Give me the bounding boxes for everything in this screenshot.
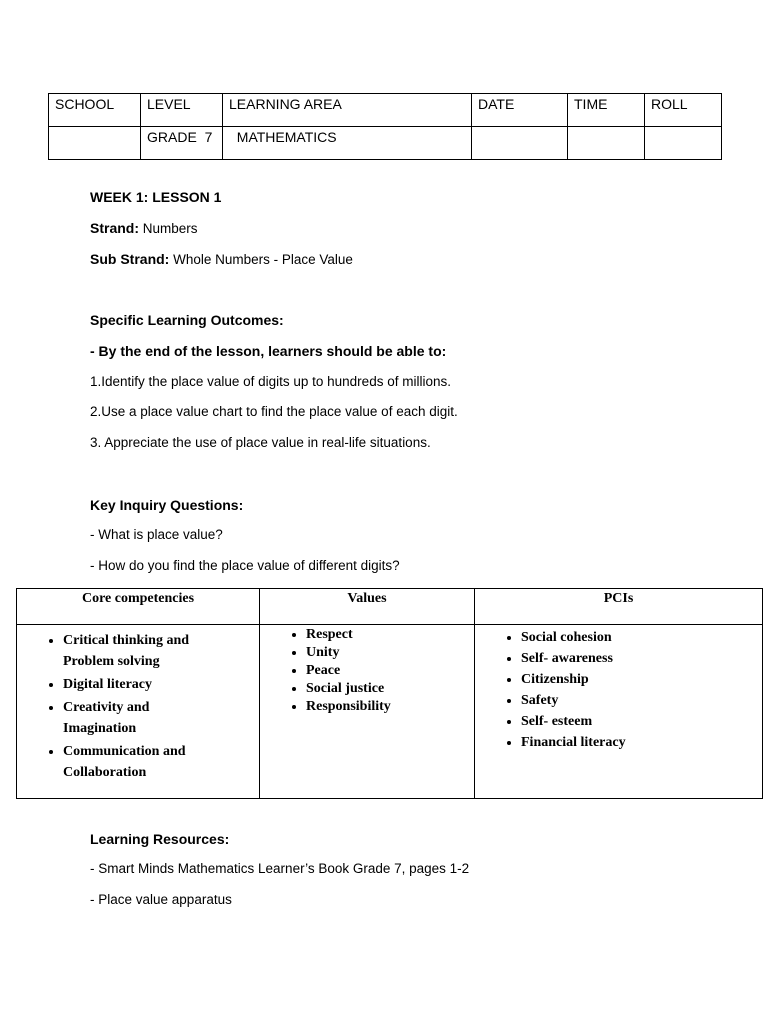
- value-school: [49, 127, 141, 160]
- list-item: • Respect: [306, 626, 473, 644]
- core-competencies-cell: [17, 625, 260, 799]
- list-item: • Social cohesion: [521, 627, 761, 648]
- competency-header-row: [17, 589, 763, 625]
- outcomes-heading: Specific Learning Outcomes:: [90, 312, 284, 328]
- list-item: • Financial literacy: [521, 732, 761, 753]
- outcomes-intro: - By the end of the lesson, learners should be able to:: [90, 343, 447, 359]
- substrand-label: Sub Strand:: [90, 251, 170, 267]
- substrand-value: Whole Numbers - Place Value: [169, 252, 353, 267]
- pcis-list: [476, 626, 761, 753]
- list-item: • Digital literacy: [63, 674, 258, 695]
- list-item: • Creativity and Imagination: [63, 697, 258, 739]
- value-roll: [645, 127, 722, 160]
- competency-body-row: [17, 625, 763, 799]
- values-cell: [260, 625, 475, 799]
- strand-line: [90, 220, 198, 236]
- list-item: • Communication and Collaboration: [63, 741, 258, 783]
- list-item: • Peace: [306, 662, 473, 680]
- resource-item: - Place value apparatus: [90, 892, 232, 907]
- list-item: • Citizenship: [521, 669, 761, 690]
- outcome-item: 1.Identify the place value of digits up to hundreds of millions.: [90, 374, 451, 389]
- header-date: DATE: [472, 94, 568, 127]
- header-learning-area: LEARNING AREA: [223, 94, 472, 127]
- header-level: LEVEL: [141, 94, 223, 127]
- list-item: • Self- awareness: [521, 648, 761, 669]
- value-level: GRADE 7: [141, 127, 223, 160]
- header-row: [49, 94, 722, 127]
- header-school: SCHOOL: [49, 94, 141, 127]
- header-roll: ROLL: [645, 94, 722, 127]
- list-item: • Responsibility: [306, 698, 473, 716]
- values-row: [49, 127, 722, 160]
- inquiry-item: - How do you find the place value of different digits?: [90, 558, 400, 573]
- list-item: • Unity: [306, 644, 473, 662]
- list-item: • Social justice: [306, 680, 473, 698]
- values-header: Values: [260, 589, 475, 625]
- outcome-item: 2.Use a place value chart to find the place value of each digit.: [90, 404, 458, 419]
- list-item: • Critical thinking and Problem solving: [63, 630, 258, 672]
- value-time: [568, 127, 645, 160]
- competency-table: [16, 588, 763, 799]
- inquiry-item: - What is place value?: [90, 527, 223, 542]
- pcis-cell: [475, 625, 763, 799]
- strand-label: Strand:: [90, 220, 139, 236]
- substrand-line: [90, 251, 353, 267]
- values-list: [261, 626, 473, 716]
- strand-value: Numbers: [139, 221, 198, 236]
- pcis-header: PCIs: [475, 589, 763, 625]
- value-learning-area: MATHEMATICS: [223, 127, 472, 160]
- week-lesson-title: WEEK 1: LESSON 1: [90, 189, 222, 205]
- header-time: TIME: [568, 94, 645, 127]
- list-item: • Safety: [521, 690, 761, 711]
- inquiry-heading: Key Inquiry Questions:: [90, 497, 244, 513]
- value-date: [472, 127, 568, 160]
- list-item: • Self- esteem: [521, 711, 761, 732]
- header-table: [48, 93, 722, 160]
- outcome-item: 3. Appreciate the use of place value in real-life situations.: [90, 435, 431, 450]
- resource-item: - Smart Minds Mathematics Learner’s Book Grade 7, pages 1-2: [90, 861, 470, 876]
- resources-heading: Learning Resources:: [90, 831, 230, 847]
- core-competencies-header: Core competencies: [17, 589, 260, 625]
- core-competencies-list: [18, 626, 258, 783]
